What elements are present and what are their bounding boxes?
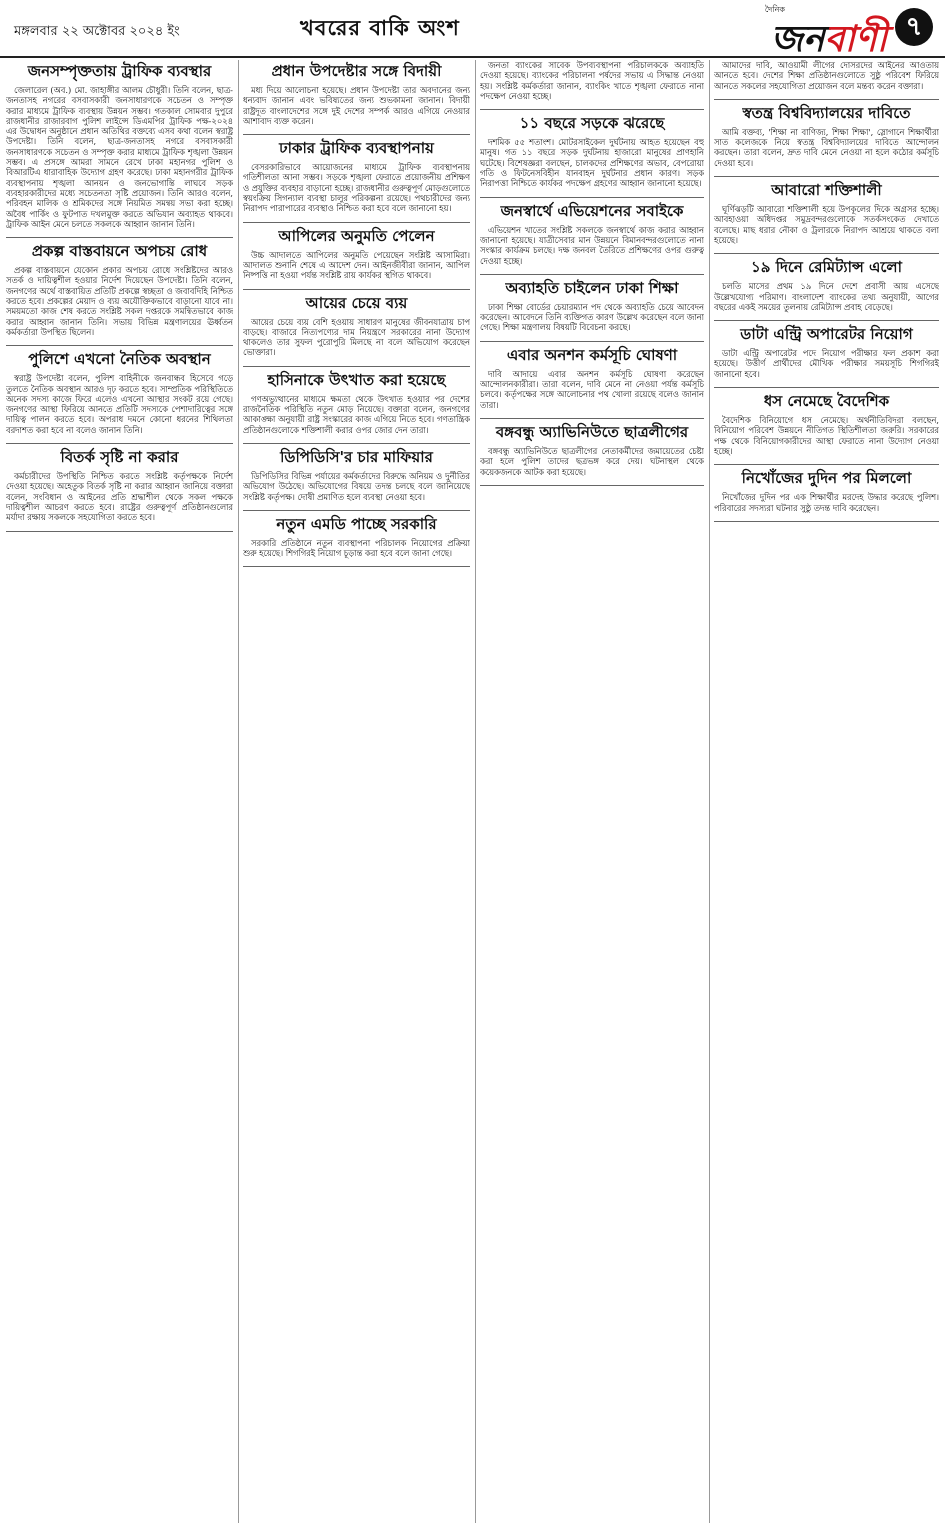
news-story <box>480 346 704 410</box>
story-separator <box>6 531 233 532</box>
news-story <box>714 60 939 91</box>
column-3 <box>480 60 704 1523</box>
story-body: বৈদেশিক বিনিয়োগে ধস নেমেছে। অর্থনীতিবিদরা বলছেন, বিনিয়োগ পরিবেশ উন্নয়নে নীতিগত স্থিতিশীলতা জরুরি। সরকারের পক্ষ থেকে বিনিয়োগকারীদের আস্থা ফেরাতে নানা উদ্যোগ নেওয়া হচ্ছে। <box>714 415 939 456</box>
story-separator <box>243 222 470 223</box>
news-story <box>243 139 470 213</box>
story-body: দশমিক ৫৫ শতাংশ। মোটরসাইকেল দুর্ঘটনায় আহত হয়েছেন বহু মানুষ। গত ১১ বছরে সড়ক দুর্ঘটনায় হাজারো মানুষের প্রাণহানি ঘটেছে। বিশেষজ্ঞরা বলছেন, চালকদের প্রশিক্ষণের অভাব, বেপরোয়া গতি ও ফিটনেসবিহীন যানবাহন দুর্ঘটনার প্রধান কারণ। সড়ক নিরাপত্তা নিশ্চিতে কার্যকর পদক্ষেপ গ্রহণের আহ্বান জানানো হয়েছে। <box>480 137 704 189</box>
story-headline: ঢাকার ট্রাফিক ব্যবস্থাপনায় <box>279 139 434 158</box>
page-header <box>0 0 945 58</box>
story-separator <box>480 418 704 419</box>
story-body: জনতা ব্যাংকের সাবেক উপব্যবস্থাপনা পরিচালককে অব্যাহতি দেওয়া হয়েছে। ব্যাংকের পরিচালনা পর্ষদের সভায় এ সিদ্ধান্ত নেওয়া হয়। সংশ্লিষ্ট কর্মকর্তারা জানান, ব্যাংকিং খাতে শৃঙ্খলা ফেরাতে নানা পদক্ষেপ নেওয়া হচ্ছে। <box>480 60 704 101</box>
issue-date: মঙ্গলবার ২২ অক্টোবর ২০২৪ ইং <box>14 24 180 39</box>
story-separator <box>714 99 939 100</box>
story-body: এভিয়েশন খাতের সংশ্লিষ্ট সকলকে জনস্বার্থে কাজ করার আহ্বান জানানো হয়েছে। যাত্রীসেবার মান উন্নয়নে বিমানবন্দরগুলোতে নানা সংস্কার কার্যক্রম চলছে। দক্ষ জনবল তৈরিতে প্রশিক্ষণের ওপর গুরুত্ব দেওয়া হচ্ছে। <box>480 224 704 266</box>
news-story <box>243 371 470 435</box>
story-body: আয়ের চেয়ে ব্যয় বেশি হওয়ায় সাধারণ মানুষের জীবনযাত্রায় চাপ বাড়ছে। বাজারে নিত্যপণ্যের দাম নিয়ন্ত্রণে সরকারের নানা উদ্যোগ থাকলেও তার সুফল পুরোপুরি মিলছে না বলে অভিযোগ করেছেন ভোক্তারা। <box>243 316 470 358</box>
story-body: স্বরাষ্ট্র উপদেষ্টা বলেন, পুলিশ বাহিনীকে জনবান্ধব হিসেবে গড়ে তুলতে নৈতিক অবস্থান আরও দৃঢ় করতে হবে। সাম্প্রতিক পরিস্থিতিতে অনেক সদস্য কাজে ফিরে এলেও এখনো আস্থার সংকট রয়ে গেছে। জনগণের আস্থা ফিরিয়ে আনতে প্রতিটি সদস্যকে পেশাদারিত্বের সঙ্গে দায়িত্ব পালন করতে হবে। অপরাধ দমনে কোনো ধরনের শিথিলতা বরদাশত করা হবে না বলেও জানান তিনি। <box>6 373 233 435</box>
news-story <box>480 202 704 266</box>
story-body: ঢাকা শিক্ষা বোর্ডের চেয়ারম্যান পদ থেকে অব্যাহতি চেয়ে আবেদন করেছেন। আবেদনে তিনি ব্যক্তিগত কারণ উল্লেখ করেছেন বলে জানা গেছে। শিক্ষা মন্ত্রণালয় বিষয়টি বিবেচনা করছে। <box>480 301 704 333</box>
column-2 <box>243 60 470 1523</box>
news-story <box>6 242 233 337</box>
story-body: কর্মচারীদের উপস্থিতি নিশ্চিত করতে সংশ্লিষ্ট কর্তৃপক্ষকে নির্দেশ দেওয়া হয়েছে। অহেতুক বিতর্ক সৃষ্টি না করার আহ্বান জানিয়ে বক্তারা বলেন, সংবিধান ও আইনের প্রতি শ্রদ্ধাশীল থেকে সকল পক্ষকে দায়িত্বশীল আচরণ করতে হবে। রাষ্ট্রের গুরুত্বপূর্ণ প্রতিষ্ঠানগুলোর মর্যাদা রক্ষায় সকলকে সহযোগিতা করতে হবে। <box>6 471 233 523</box>
story-headline: ডিপিডিসি'র চার মাফিয়ার <box>280 447 433 466</box>
story-body: গণঅভ্যুত্থানের মাধ্যমে ক্ষমতা থেকে উৎখাত হওয়ার পর দেশের রাজনৈতিক পরিস্থিতি নতুন মোড় নিয়েছে। বক্তারা বলেন, জনগণের আকাঙ্ক্ষা অনুযায়ী রাষ্ট্র সংস্কারের কাজ এগিয়ে নিতে হবে। গণতান্ত্রিক প্রতিষ্ঠানগুলোকে শক্তিশালী করার ওপর জোর দেন তারা। <box>243 393 470 435</box>
news-story <box>714 469 939 513</box>
masthead-name-accent: বাণী <box>824 18 887 60</box>
story-headline: আপিলের অনুমতি পেলেন <box>278 226 435 245</box>
story-headline: এবার অনশন কর্মসূচি ঘোষণা <box>506 345 678 364</box>
story-separator <box>480 274 704 275</box>
news-story <box>480 279 704 333</box>
story-separator <box>480 341 704 342</box>
story-separator <box>6 443 233 444</box>
news-story <box>6 350 233 435</box>
story-headline: হাসিনাকে উৎখাত করা হয়েছে <box>267 370 446 389</box>
story-headline: ১৯ দিনে রেমিট্যান্স এলো <box>751 258 902 277</box>
story-separator <box>243 566 470 567</box>
story-separator <box>714 320 939 321</box>
story-body: উচ্চ আদালতে আপিলের অনুমতি পেয়েছেন সংশ্লিষ্ট আসামিরা। আদালত শুনানি শেষে এ আদেশ দেন। আইনজীবীরা জানান, আপিল নিষ্পত্তি না হওয়া পর্যন্ত সংশ্লিষ্ট রায় কার্যকর স্থগিত থাকবে। <box>243 249 470 281</box>
story-body: মধ্য দিয়ে আলোচনা হয়েছে। প্রধান উপদেষ্টা তার অবদানের জন্য ধন্যবাদ জানান এবং ভবিষ্যতের জন্য শুভকামনা জানান। বিদায়ী রাষ্ট্রদূত বাংলাদেশের সঙ্গে দুই দেশের সম্পর্ক আরও এগিয়ে নেওয়ার আশাবাদ ব্যক্ত করেন। <box>243 85 470 126</box>
news-story <box>6 62 233 229</box>
story-headline: স্বতন্ত্র বিশ্ববিদ্যালয়ের দাবিতে <box>742 103 911 122</box>
story-headline: প্রকল্প বাস্তবায়নে অপচয় রোধ <box>31 242 208 261</box>
story-body: ঘূর্ণিঝড়টি আবারো শক্তিশালী হয়ে উপকূলের দিকে অগ্রসর হচ্ছে। আবহাওয়া অধিদপ্তর সমুদ্রবন্দরগুলোকে সতর্কসংকেত দেখাতে বলেছে। মাছ ধরার নৌকা ও ট্রলারকে নিরাপদ আশ্রয়ে থাকতে বলা হয়েছে। <box>714 204 939 245</box>
news-story <box>480 60 704 101</box>
news-story <box>6 448 233 522</box>
news-story <box>714 325 939 379</box>
news-story <box>714 392 939 456</box>
news-story <box>243 294 470 358</box>
story-headline: পুলিশে এখনো নৈতিক অবস্থান <box>28 350 211 369</box>
section-title: খবরের বাকি অংশ <box>300 16 460 40</box>
column-divider <box>475 60 476 1523</box>
story-body: নিখোঁজের দুদিন পর এক শিক্ষার্থীর মরদেহ উদ্ধার করেছে পুলিশ। পরিবারের সদস্যরা ঘটনার সুষ্ঠু তদন্ত দাবি করেছেন। <box>714 492 939 513</box>
story-separator <box>714 253 939 254</box>
news-story <box>714 258 939 312</box>
news-story <box>243 227 470 281</box>
story-separator <box>480 109 704 110</box>
story-separator <box>243 134 470 135</box>
story-body: দাবি আদায়ে এবার অনশন কর্মসূচি ঘোষণা করেছেন আন্দোলনকারীরা। তারা বলেন, দাবি মেনে না নেওয়া পর্যন্ত কর্মসূচি চলবে। কর্তৃপক্ষের সঙ্গে আলোচনার পথ খোলা রয়েছে বলেও জানান তারা। <box>480 368 704 410</box>
story-body: আমি বক্তব্য, 'শিক্ষা না বাণিজ্য, শিক্ষা শিক্ষা', স্লোগানে শিক্ষার্থীরা সাত কলেজকে নিয়ে স্বতন্ত্র বিশ্ববিদ্যালয়ের দাবিতে আন্দোলন করছেন। তারা বলেন, দ্রুত দাবি মেনে নেওয়া না হলে কঠোর কর্মসূচি দেওয়া হবে। <box>714 126 939 168</box>
story-body: সরকারি প্রতিষ্ঠানে নতুন ব্যবস্থাপনা পরিচালক নিয়োগের প্রক্রিয়া শুরু হয়েছে। শিগগিরই নিয়োগ চূড়ান্ত করা হবে বলে জানা গেছে। <box>243 537 470 559</box>
news-story <box>243 62 470 126</box>
masthead-prefix: দৈনিক <box>764 5 785 14</box>
page-number: ৭ <box>895 8 933 46</box>
story-separator <box>714 176 939 177</box>
story-body: প্রকল্প বাস্তবায়নে যেকোন প্রকার অপচয় রোধে সংশ্লিষ্টদের আরও সতর্ক ও দায়িত্বশীল হওয়ার নির্দেশ দিয়েছেন উপদেষ্টা। তিনি বলেন, জনগণের অর্থে বাস্তবায়িত প্রতিটি প্রকল্পে স্বচ্ছতা ও জবাবদিহি নিশ্চিত করতে হবে। প্রকল্পের মেয়াদ ও ব্যয় অযৌক্তিকভাবে বাড়ানো যাবে না। সময়মতো কাজ শেষ করতে সংশ্লিষ্ট সকল দপ্তরকে সমন্বিতভাবে কাজ করার আহ্বান জানান তিনি। সভায় বিভিন্ন মন্ত্রণালয়ের ঊর্ধ্বতন কর্মকর্তারা উপস্থিত ছিলেন। <box>6 265 233 337</box>
column-divider <box>709 60 710 1523</box>
news-story <box>243 448 470 502</box>
story-headline: বঙ্গবন্ধু অ্যাভিনিউতে ছাত্রলীগের <box>495 422 689 441</box>
story-separator <box>243 366 470 367</box>
news-story <box>714 104 939 168</box>
story-separator <box>714 387 939 388</box>
story-headline: ধস নেমেছে বৈদেশিক <box>763 392 890 411</box>
story-separator <box>6 237 233 238</box>
story-headline: জনসম্পৃক্ততায় ট্রাফিক ব্যবস্থার <box>27 62 212 80</box>
story-separator <box>243 289 470 290</box>
column-divider <box>238 60 239 1523</box>
story-body: আমাদের দাবি, আওয়ামী লীগের দোসরদের আইনের আওতায় আনতে হবে। দেশের শিক্ষা প্রতিষ্ঠানগুলোতে সুষ্ঠু পরিবেশ ফিরিয়ে আনতে সকলের সহযোগিতা প্রয়োজন বলে মন্তব্য করেন বক্তারা। <box>714 60 939 91</box>
story-body: জেলারেল (অব.) মো. জাহাঙ্গীর আলম চৌধুরী। তিনি বলেন, ছাত্র-জনতাসহ নগরের বসবাসকারী জনসাধারণকে সচেতন ও সম্পৃক্ত করার মাধ্যমে ট্রাফিক ব্যবস্থায় উন্নয়ন সম্ভব। গতকাল সোমবার দুপুরে রাজধানীর রাজারবাগ পুলিশ লাইন্সে ডিএমপির ট্রাফিক পক্ষ-২০২৪ এর উদ্বোধন অনুষ্ঠানে প্রধান অতিথির বক্তব্যে এসব কথা বলেন স্বরাষ্ট্র উপদেষ্টা। তিনি বলেন, ছাত্র-জনতাসহ নগরে বসবাসকারী জনসাধারণকে সচেতন ও সম্পৃক্ত করার মাধ্যমে ট্রাফিক শৃঙ্খলা উন্নয়ন সম্ভব। এ প্রসঙ্গে আমরা সামনে রেখে ঢাকা মহানগর পুলিশ ও বিআরটিএ ধারাবাহিক উদ্যোগ গ্রহণ করেছে। ঢাকা মহানগরীর ট্রাফিক ব্যবস্থাপনায় শৃঙ্খলা আনয়ন ও জনভোগান্তি লাঘবে সড়ক ব্যবহারকারীদের মধ্যে সচেতনতা সৃষ্টি প্রয়োজন। তিনি আরও বলেন, পরিবহন মালিক ও শ্রমিকদের সঙ্গে নিয়মিত সমন্বয় সভা করা হচ্ছে। অবৈধ পার্কিং ও ফুটপাত দখলমুক্ত করতে অভিযান অব্যাহত থাকবে। ট্রাফিক আইন মেনে চলতে সকলকে আহ্বান জানান তিনি। <box>6 85 233 229</box>
story-headline: ১১ বছরে সড়কে ঝরেছে <box>519 114 665 133</box>
news-story <box>714 181 939 245</box>
story-body: ডিপিডিসির বিভিন্ন পর্যায়ের কর্মকর্তাদের বিরুদ্ধে অনিয়ম ও দুর্নীতির অভিযোগ উঠেছে। অভিযোগের বিষয়ে তদন্ত চলছে বলে জানিয়েছে সংশ্লিষ্ট কর্তৃপক্ষ। দোষী প্রমাণিত হলে ব্যবস্থা নেওয়া হবে। <box>243 470 470 502</box>
story-separator <box>243 510 470 511</box>
column-4 <box>714 60 939 1523</box>
story-headline: বিতর্ক সৃষ্টি না করার <box>60 448 179 467</box>
story-separator <box>714 464 939 465</box>
story-headline: জনস্বার্থে এভিয়েশনের সবাইকে <box>500 201 684 220</box>
story-separator <box>243 443 470 444</box>
story-body: বঙ্গবন্ধু অ্যাভিনিউতে ছাত্রলীগের নেতাকর্মীদের জমায়েতের চেষ্টা করা হলে পুলিশ তাদের ছত্রভঙ্গ করে দেয়। ঘটনাস্থল থেকে কয়েকজনকে আটক করা হয়েছে। <box>480 445 704 477</box>
story-headline: নতুন এমডি পাচ্ছে সরকারি <box>276 514 437 533</box>
story-headline: নিখোঁজের দুদিন পর মিললো <box>741 469 912 488</box>
news-story <box>480 114 704 188</box>
story-separator <box>480 485 704 486</box>
masthead-name-first: জন <box>770 18 825 60</box>
news-story <box>480 423 704 477</box>
story-body: ডাটা এন্ট্রি অপারেটর পদে নিয়োগ পরীক্ষার ফল প্রকাশ করা হয়েছে। উত্তীর্ণ প্রার্থীদের মৌখিক পরীক্ষার সময়সূচি শিগগিরই জানানো হবে। <box>714 348 939 379</box>
story-separator <box>480 197 704 198</box>
story-headline: ডাটা এন্ট্রি অপারেটর নিয়োগ <box>740 325 913 344</box>
news-story <box>243 515 470 559</box>
story-headline: প্রধান উপদেষ্টার সঙ্গে বিদায়ী <box>271 62 442 80</box>
story-body: বেসরকারিভাবে আয়োজনের মাধ্যমে ট্রাফিক ব্যবস্থাপনায় গতিশীলতা আনা সম্ভব। সড়কে শৃঙ্খলা ফেরাতে প্রয়োজনীয় প্রশিক্ষণ ও প্রযুক্তির ব্যবহার বাড়ানো হচ্ছে। রাজধানীর গুরুত্বপূর্ণ মোড়গুলোতে স্বয়ংক্রিয় সিগন্যাল ব্যবস্থা চালুর পরিকল্পনা রয়েছে। পথচারীদের জন্য নিরাপদ পারাপারের ব্যবস্থাও নিশ্চিত করা হবে বলে জানানো হয়। <box>243 162 470 214</box>
story-headline: আয়ের চেয়ে ব্যয় <box>305 293 408 312</box>
story-separator <box>714 521 939 522</box>
story-separator <box>6 345 233 346</box>
column-1 <box>6 60 233 1523</box>
story-headline: অব্যাহতি চাইলেন ঢাকা শিক্ষা <box>505 278 679 297</box>
story-body: চলতি মাসের প্রথম ১৯ দিনে দেশে প্রবাসী আয় এসেছে উল্লেখযোগ্য পরিমাণ। বাংলাদেশ ব্যাংকের তথ্য অনুযায়ী, আগের বছরের একই সময়ের তুলনায় রেমিট্যান্স প্রবাহ বেড়েছে। <box>714 281 939 312</box>
story-headline: আবারো শক্তিশালী <box>771 181 882 200</box>
